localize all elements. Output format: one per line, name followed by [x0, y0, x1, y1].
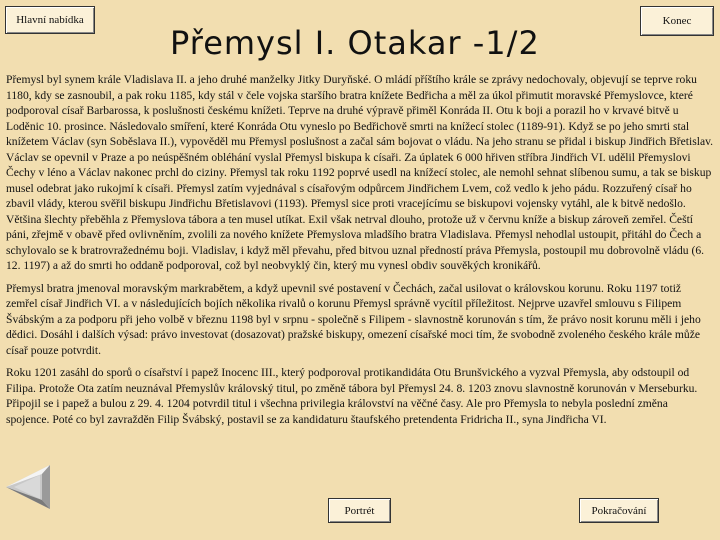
continue-button[interactable]: [579, 498, 659, 523]
end-label: Konec: [662, 15, 692, 27]
main-menu-button[interactable]: [5, 6, 95, 34]
portrait-button[interactable]: [328, 498, 391, 523]
back-arrow-icon-graphic: [4, 462, 56, 512]
back-arrow-icon[interactable]: [4, 462, 56, 512]
portrait-label: Portrét: [344, 504, 375, 517]
paragraph: Přemysl bratra jmenoval moravským markrabětem, a když upevnil své postavení v Čechách, začal usilovat o královskou korunu. Roku 1197 totiž zemřel císař Jindřich VI. a v následujících bojích několika rivalů o korunu Přemysl správně vycítil příležitost. Nejprve uzavřel smlouvu s Filipem Švábským a za podporu při jeho volbě v březnu 1198 byl v srpnu - společně s Filipem - slavnostně korunován s tím, že právo nosit korunu měli i jeho dědici. Dosáhl i dalších výsad: právo investovat (dosazovat) pražské biskupy, omezení císařské moci tím, že svobodně zvoleného českého krále může císař pouze potvrdit.: [6, 281, 701, 357]
end-button[interactable]: [640, 6, 714, 36]
main-menu-label: Hlavní nabídka: [16, 14, 84, 26]
paragraph: Přemysl byl synem krále Vladislava II. a jeho druhé manželky Jitky Duryňské. O mládí příštího krále se zprávy nedochovaly, objevují se teprve roku 1180, kdy se zasnoubil, a pak roku 1185, kdy stál v čele vojska staršího bratra knížete Bedřicha a měl za úkol přimutit moravské Přemyslovce, které podporoval císař Barbarossa, k poslušnosti českému knížeti. Teprve na druhé výpravě přiměl Konráda II. Otu k boji a porazil ho v krvavé bitvě u Loděnic 10. prosince. Následovalo smíření, které Konráda Otu vyneslo po Bedřichově smrti na knížecí stolec (1189-91). Když se po jeho smrti stal knížetem Václav (syn Soběslava II.), vypověděl mu Přemysl poslušnost a začal sám bojovat o vládu. Na jeho stranu se přidal i biskup Jindřich Břetislav. Václav se opevnil v Praze a po neúspěšném obléhání vyslal Přemysl biskupa k císaři. Za úplatek 6 000 hřiven stříbra Jindřich VI. udělil Přemyslovi Čechy v léno a Václav nakonec prchl do ciziny. Přemysl tak roku 1192 poprvé usedl na knížecí stolec, ale nemohl sehnat slíbenou sumu, a tak se biskup musel odebrat jako rukojmí k císaři. Přemysl zatím vyjednával s císařovým odpůrcem Jindřichem Lvem, což vedlo k jeho pádu. Rozzuřený císař ho zbavil vlády, kterou svěřil biskupu Jindřichu Břetislavovi (1193). Přemysl sice proti vracejícímu se biskupovi vojensky vytáhl, ale k bitvě nedošlo. Většina šlechty přeběhla z Přemyslova tábora a ten musel utíkat. Exil však netrval dlouho, protože už v červnu kníže a biskup zároveň zemřel. Čeští páni, zřejmě v obavě před ovlivněním, zvolili za nového knížete Přemyslova mladšího bratra Vladislava. Přemysl nehodlal ustoupit, přitáhl do Čech a schylovalo se k bratrovražednému boji. Vladislav, i když měl převahu, před bitvou uznal předností práva Přemysla, postoupil mu dobrovolně vládu (6. 12. 1197) a až do smrti ho oddaně podporoval, což byl neobvyklý čin, který mu vynesl obdiv souvěkých kronikářů.: [6, 73, 714, 272]
paragraph: Roku 1201 zasáhl do sporů o císařství i papež Inocenc III., který podporoval protikandidáta Otu Brunšvického a vyzval Přemysla, aby odstoupil od Filipa. Protože Ota zatím neuznával Přemyslův královský titul, po změně tábora byl Přemysl 24. 8. 1203 znovu slavnostně korunován v Merseburku. Připojil se i papež a bulou z 29. 4. 1204 potvrdil titul i všechna privilegia království na věčné časy. Ale pro Přemysla to nebyla poslední změna spojence. Poté co byl zavražděn Filip Švábský, postavil se za kandidaturu štaufského pretendenta Fridricha II., syna Jindřicha VI.: [6, 366, 698, 426]
continue-label: Pokračování: [591, 504, 647, 517]
page-title: Přemysl I. Otakar -1/2: [170, 24, 540, 62]
article-body: [6, 72, 714, 434]
